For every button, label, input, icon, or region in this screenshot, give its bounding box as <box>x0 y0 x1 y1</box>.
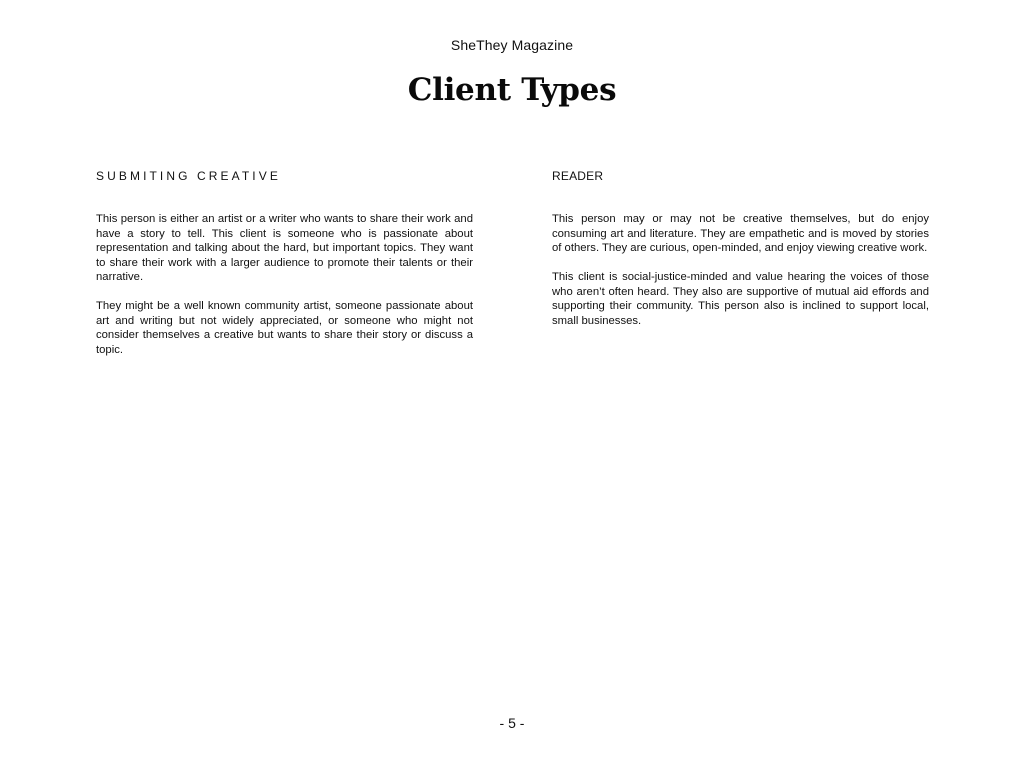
page-number: - 5 - <box>499 715 525 731</box>
column-body <box>96 212 473 357</box>
column-body <box>552 212 929 328</box>
paragraph: This client is social-justice-minded and value hearing the voices of those who aren’t often heard. They also are supportive of mutual aid effords and supporting their community. This person also is inclined to support local, small businesses. <box>552 271 929 327</box>
column-heading: SUBMITING CREATIVE <box>96 169 281 183</box>
paragraph: This person may or may not be creative themselves, but do enjoy consuming art and literature. They are empathetic and is moved by stories of others. They are curious, open-minded, and enjoy viewing creative work. <box>552 213 929 254</box>
paragraph: They might be a well known community artist, someone passionate about art and writing but not widely appreciated, or someone who might not consider themselves a creative but wants to share their story or discuss a topic. <box>96 300 473 356</box>
paragraph: This person is either an artist or a writer who wants to share their work and have a story to tell. This client is someone who is passionate about representation and talking about the hard, but important topics. They want to share their work with a larger audience to promote their talents or their narrative. <box>96 213 473 283</box>
column-reader <box>552 168 929 343</box>
publication-name: SheThey Magazine <box>450 37 574 53</box>
page-title: Client Types <box>407 72 617 108</box>
column-submitting-creative <box>96 168 473 372</box>
column-heading: READER <box>552 169 604 183</box>
